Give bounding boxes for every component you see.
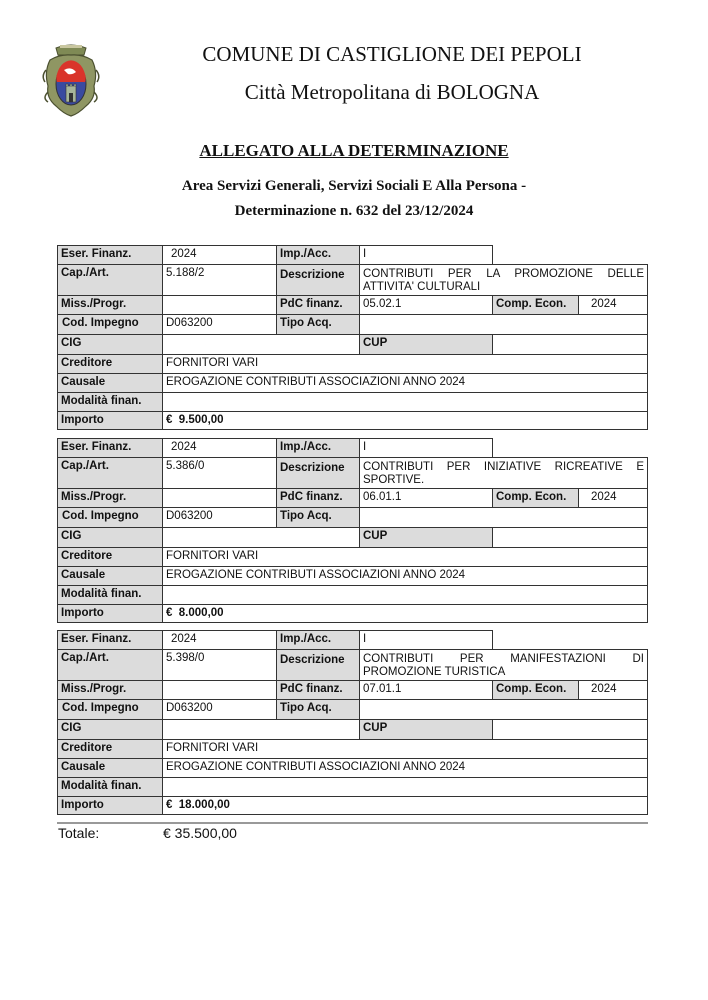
value-creditore: FORNITORI VARI — [162, 547, 648, 567]
value-causale: EROGAZIONE CONTRIBUTI ASSOCIAZIONI ANNO 2024 — [162, 566, 648, 586]
municipality-name: COMUNE DI CASTIGLIONE DEI PEPOLI — [202, 42, 582, 66]
label-cap-art: Cap./Art. — [57, 457, 163, 489]
label-descrizione: Descrizione — [276, 649, 360, 681]
label-causale: Causale — [57, 758, 163, 778]
value-comp-econ: 2024 — [578, 680, 648, 700]
value-eser-finanz: 2024 — [162, 630, 277, 650]
label-comp-econ: Comp. Econ. — [492, 680, 579, 700]
value-comp-econ: 2024 — [578, 295, 648, 315]
label-causale: Causale — [57, 566, 163, 586]
total-value: € 35.500,00 — [163, 825, 237, 841]
value-cod-impegno: D063200 — [162, 699, 277, 720]
value-descrizione: CONTRIBUTI PER LA PROMOZIONE DELLE ATTIVITA' CULTURALI — [359, 264, 648, 296]
value-cup — [492, 719, 648, 740]
value-cig — [162, 527, 360, 548]
label-pdc-finanz: PdC finanz. — [276, 680, 360, 700]
label-cap-art: Cap./Art. — [57, 649, 163, 681]
label-importo: Importo — [57, 796, 163, 815]
value-importo: € 9.500,00 — [162, 411, 648, 430]
label-imp-acc: Imp./Acc. — [276, 438, 360, 458]
value-eser-finanz: 2024 — [162, 245, 277, 265]
value-cap-art: 5.386/0 — [162, 457, 277, 489]
label-miss-progr: Miss./Progr. — [57, 295, 163, 315]
label-cap-art: Cap./Art. — [57, 264, 163, 296]
value-cig — [162, 719, 360, 740]
label-pdc-finanz: PdC finanz. — [276, 295, 360, 315]
value-imp-acc: I — [359, 245, 493, 265]
label-cig: CIG — [57, 334, 163, 355]
value-cap-art: 5.188/2 — [162, 264, 277, 296]
label-tipo-acq: Tipo Acq. — [276, 314, 360, 335]
label-imp-acc: Imp./Acc. — [276, 245, 360, 265]
area-title: Area Servizi Generali, Servizi Sociali E Alla Persona - — [181, 178, 527, 194]
determination-title: Determinazione n. 632 del 23/12/2024 — [234, 203, 474, 219]
value-importo: € 18.000,00 — [162, 796, 648, 815]
label-creditore: Creditore — [57, 547, 163, 567]
label-descrizione: Descrizione — [276, 457, 360, 489]
label-tipo-acq: Tipo Acq. — [276, 507, 360, 528]
label-cod-impegno: Cod. Impegno — [57, 314, 163, 335]
value-miss-progr — [162, 680, 277, 700]
label-imp-acc: Imp./Acc. — [276, 630, 360, 650]
value-modalita-finan — [162, 392, 648, 412]
label-modalita-finan: Modalità finan. — [57, 585, 163, 605]
label-comp-econ: Comp. Econ. — [492, 488, 579, 508]
value-causale: EROGAZIONE CONTRIBUTI ASSOCIAZIONI ANNO 2024 — [162, 373, 648, 393]
label-cod-impegno: Cod. Impegno — [57, 507, 163, 528]
value-cig — [162, 334, 360, 355]
label-eser-finanz: Eser. Finanz. — [57, 438, 163, 458]
value-imp-acc: I — [359, 630, 493, 650]
value-cup — [492, 334, 648, 355]
label-creditore: Creditore — [57, 739, 163, 759]
label-cup: CUP — [359, 719, 493, 740]
value-descrizione: CONTRIBUTI PER INIZIATIVE RICREATIVE E SPORTIVE. — [359, 457, 648, 489]
label-modalita-finan: Modalità finan. — [57, 777, 163, 797]
value-creditore: FORNITORI VARI — [162, 354, 648, 374]
value-modalita-finan — [162, 585, 648, 605]
label-importo: Importo — [57, 604, 163, 623]
value-creditore: FORNITORI VARI — [162, 739, 648, 759]
value-pdc-finanz: 07.01.1 — [359, 680, 493, 700]
value-miss-progr — [162, 488, 277, 508]
label-cig: CIG — [57, 527, 163, 548]
value-imp-acc: I — [359, 438, 493, 458]
value-comp-econ: 2024 — [578, 488, 648, 508]
value-cap-art: 5.398/0 — [162, 649, 277, 681]
label-causale: Causale — [57, 373, 163, 393]
total-label: Totale: — [58, 825, 100, 841]
value-miss-progr — [162, 295, 277, 315]
value-tipo-acq — [359, 699, 648, 720]
label-descrizione: Descrizione — [276, 264, 360, 296]
total-divider — [57, 822, 648, 824]
label-eser-finanz: Eser. Finanz. — [57, 630, 163, 650]
value-pdc-finanz: 06.01.1 — [359, 488, 493, 508]
label-eser-finanz: Eser. Finanz. — [57, 245, 163, 265]
value-cup — [492, 527, 648, 548]
value-eser-finanz: 2024 — [162, 438, 277, 458]
label-miss-progr: Miss./Progr. — [57, 488, 163, 508]
value-pdc-finanz: 05.02.1 — [359, 295, 493, 315]
value-cod-impegno: D063200 — [162, 507, 277, 528]
label-miss-progr: Miss./Progr. — [57, 680, 163, 700]
label-cup: CUP — [359, 527, 493, 548]
label-importo: Importo — [57, 411, 163, 430]
label-comp-econ: Comp. Econ. — [492, 295, 579, 315]
value-tipo-acq — [359, 507, 648, 528]
label-pdc-finanz: PdC finanz. — [276, 488, 360, 508]
label-cod-impegno: Cod. Impegno — [57, 699, 163, 720]
value-descrizione: CONTRIBUTI PER MANIFESTAZIONI DI PROMOZIONE TURISTICA — [359, 649, 648, 681]
label-cig: CIG — [57, 719, 163, 740]
value-tipo-acq — [359, 314, 648, 335]
value-causale: EROGAZIONE CONTRIBUTI ASSOCIAZIONI ANNO 2024 — [162, 758, 648, 778]
label-cup: CUP — [359, 334, 493, 355]
label-creditore: Creditore — [57, 354, 163, 374]
label-modalita-finan: Modalità finan. — [57, 392, 163, 412]
label-tipo-acq: Tipo Acq. — [276, 699, 360, 720]
value-modalita-finan — [162, 777, 648, 797]
metro-city-name: Città Metropolitana di BOLOGNA — [244, 80, 540, 104]
value-importo: € 8.000,00 — [162, 604, 648, 623]
value-cod-impegno: D063200 — [162, 314, 277, 335]
attachment-title: ALLEGATO ALLA DETERMINAZIONE — [199, 141, 509, 160]
